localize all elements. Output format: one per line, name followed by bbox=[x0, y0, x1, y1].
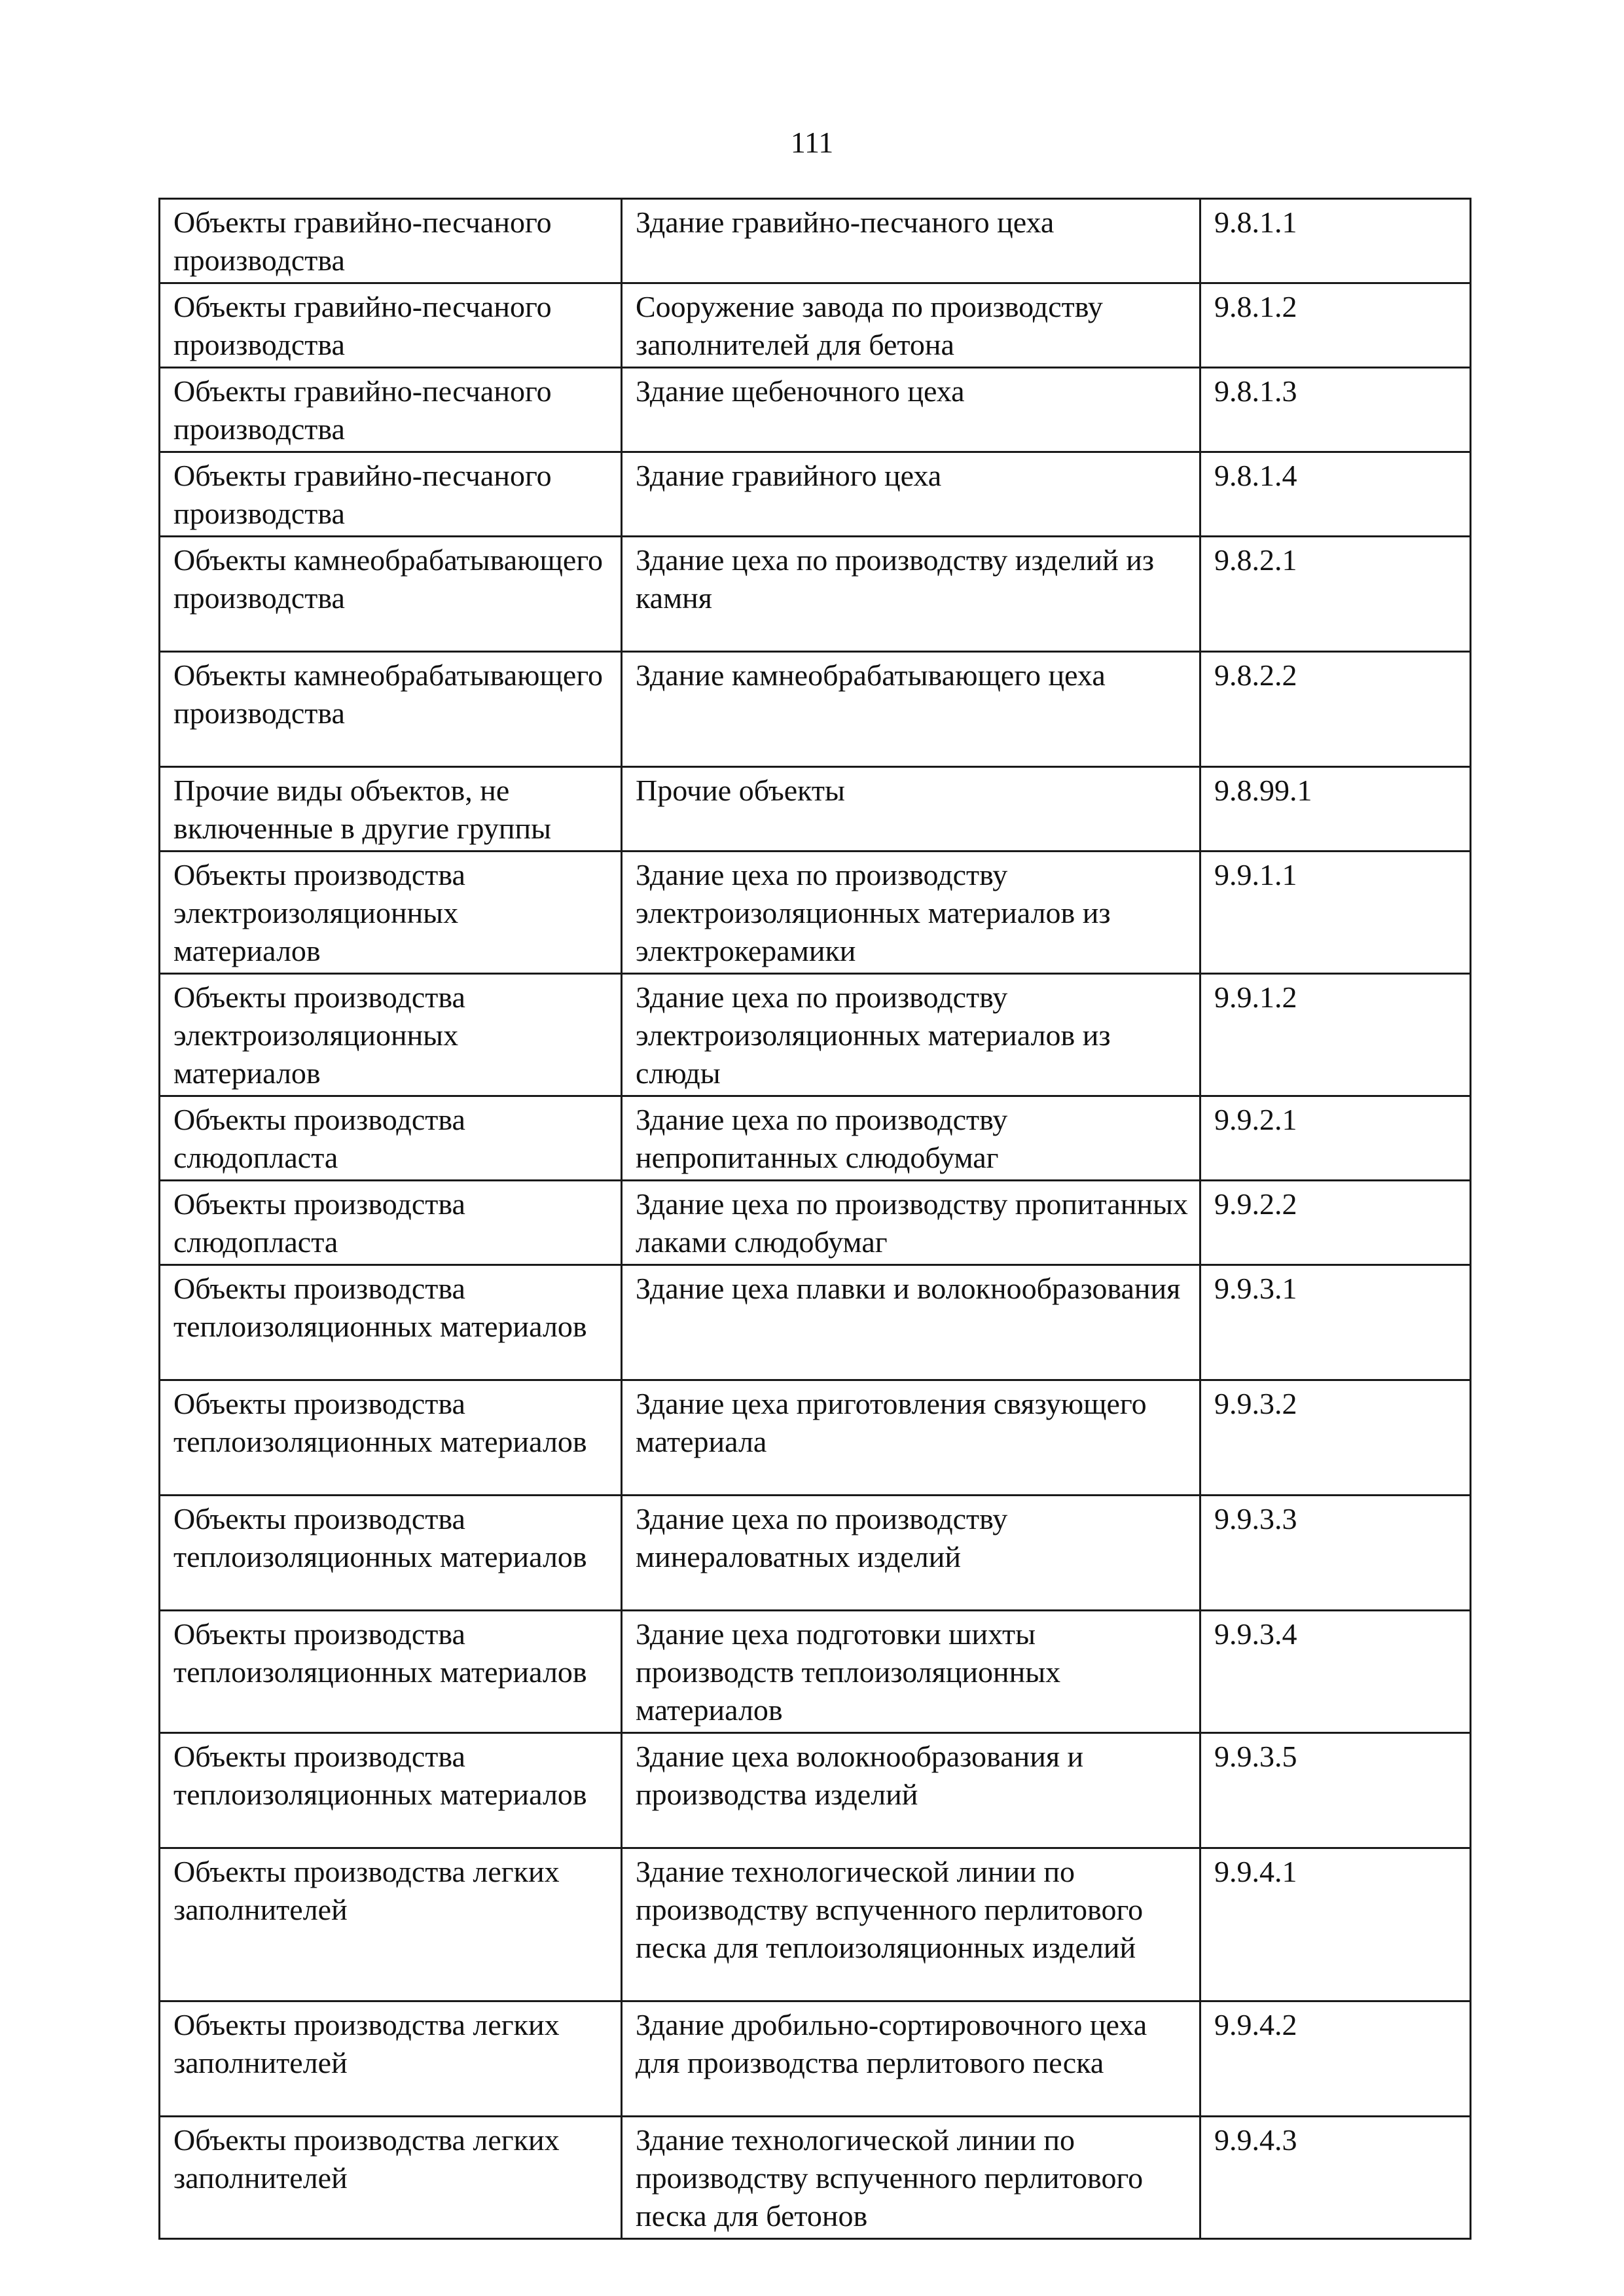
object-cell: Здание цеха подготовки шихты производств теплоизоляционных материалов bbox=[622, 1611, 1200, 1733]
group-cell: Объекты производства электроизоляционных материалов bbox=[160, 974, 622, 1096]
table-row bbox=[160, 852, 1471, 974]
group-cell: Объекты гравийно-песчаного производства bbox=[160, 199, 622, 283]
page-number: 111 bbox=[790, 126, 834, 159]
group-cell: Объекты камнеобрабатывающего производства bbox=[160, 652, 622, 767]
code-cell: 9.9.3.1 bbox=[1200, 1265, 1471, 1380]
code-cell: 9.8.1.3 bbox=[1200, 368, 1471, 452]
group-cell: Объекты производства электроизоляционных материалов bbox=[160, 852, 622, 974]
object-cell: Здание цеха по производству электроизоляционных материалов из электрокерамики bbox=[622, 852, 1200, 974]
table-row bbox=[160, 2117, 1471, 2239]
group-cell: Объекты гравийно-песчаного производства bbox=[160, 452, 622, 537]
group-cell: Объекты производства слюдопласта bbox=[160, 1096, 622, 1181]
object-cell: Здание щебеночного цеха bbox=[622, 368, 1200, 452]
code-cell: 9.9.2.2 bbox=[1200, 1181, 1471, 1265]
table-row bbox=[160, 1733, 1471, 1848]
table-row bbox=[160, 974, 1471, 1096]
group-cell: Объекты гравийно-песчаного производства bbox=[160, 368, 622, 452]
object-cell: Здание цеха по производству пропитанных лаками слюдобумаг bbox=[622, 1181, 1200, 1265]
object-cell: Здание гравийно-песчаного цеха bbox=[622, 199, 1200, 283]
group-cell: Объекты производства слюдопласта bbox=[160, 1181, 622, 1265]
object-cell: Здание цеха плавки и волокнообразования bbox=[622, 1265, 1200, 1380]
object-cell: Здание технологической линии по производству вспученного перлитового песка для теплоизоляционных изделий bbox=[622, 1848, 1200, 2001]
group-cell: Объекты производства теплоизоляционных материалов bbox=[160, 1733, 622, 1848]
table-row bbox=[160, 1496, 1471, 1611]
object-cell: Здание цеха по производству электроизоляционных материалов из слюды bbox=[622, 974, 1200, 1096]
group-cell: Объекты производства теплоизоляционных материалов bbox=[160, 1496, 622, 1611]
table-row bbox=[160, 1380, 1471, 1496]
table-row bbox=[160, 537, 1471, 652]
object-cell: Здание цеха по производству минераловатных изделий bbox=[622, 1496, 1200, 1611]
group-cell: Объекты гравийно-песчаного производства bbox=[160, 283, 622, 368]
table-row bbox=[160, 767, 1471, 852]
object-cell: Сооружение завода по производству заполнителей для бетона bbox=[622, 283, 1200, 368]
code-cell: 9.9.1.1 bbox=[1200, 852, 1471, 974]
code-cell: 9.9.3.5 bbox=[1200, 1733, 1471, 1848]
table-row bbox=[160, 452, 1471, 537]
group-cell: Объекты производства теплоизоляционных материалов bbox=[160, 1611, 622, 1733]
code-cell: 9.8.1.4 bbox=[1200, 452, 1471, 537]
group-cell: Объекты производства легких заполнителей bbox=[160, 1848, 622, 2001]
table-row bbox=[160, 1848, 1471, 2001]
table-row bbox=[160, 199, 1471, 283]
code-cell: 9.8.1.1 bbox=[1200, 199, 1471, 283]
code-cell: 9.9.2.1 bbox=[1200, 1096, 1471, 1181]
group-cell: Объекты производства теплоизоляционных материалов bbox=[160, 1265, 622, 1380]
object-cell: Здание дробильно-сортировочного цеха для производства перлитового песка bbox=[622, 2001, 1200, 2117]
objects-classification-table bbox=[158, 198, 1471, 2240]
code-cell: 9.8.1.2 bbox=[1200, 283, 1471, 368]
code-cell: 9.8.99.1 bbox=[1200, 767, 1471, 852]
table-row bbox=[160, 1611, 1471, 1733]
code-cell: 9.9.1.2 bbox=[1200, 974, 1471, 1096]
table-row bbox=[160, 1096, 1471, 1181]
table-row bbox=[160, 1181, 1471, 1265]
table-row bbox=[160, 652, 1471, 767]
group-cell: Объекты производства легких заполнителей bbox=[160, 2001, 622, 2117]
object-cell: Здание гравийного цеха bbox=[622, 452, 1200, 537]
object-cell: Здание цеха по производству изделий из камня bbox=[622, 537, 1200, 652]
code-cell: 9.8.2.1 bbox=[1200, 537, 1471, 652]
object-cell: Прочие объекты bbox=[622, 767, 1200, 852]
code-cell: 9.9.4.2 bbox=[1200, 2001, 1471, 2117]
code-cell: 9.9.3.2 bbox=[1200, 1380, 1471, 1496]
group-cell: Объекты производства теплоизоляционных материалов bbox=[160, 1380, 622, 1496]
table-row bbox=[160, 2001, 1471, 2117]
code-cell: 9.9.3.3 bbox=[1200, 1496, 1471, 1611]
code-cell: 9.9.3.4 bbox=[1200, 1611, 1471, 1733]
object-cell: Здание камнеобрабатывающего цеха bbox=[622, 652, 1200, 767]
object-cell: Здание цеха приготовления связующего материала bbox=[622, 1380, 1200, 1496]
object-cell: Здание цеха по производству непропитанных слюдобумаг bbox=[622, 1096, 1200, 1181]
code-cell: 9.9.4.3 bbox=[1200, 2117, 1471, 2239]
table-row bbox=[160, 283, 1471, 368]
code-cell: 9.9.4.1 bbox=[1200, 1848, 1471, 2001]
group-cell: Объекты производства легких заполнителей bbox=[160, 2117, 622, 2239]
table-row bbox=[160, 1265, 1471, 1380]
object-cell: Здание цеха волокнообразования и производства изделий bbox=[622, 1733, 1200, 1848]
group-cell: Прочие виды объектов, не включенные в другие группы bbox=[160, 767, 622, 852]
table-row bbox=[160, 368, 1471, 452]
code-cell: 9.8.2.2 bbox=[1200, 652, 1471, 767]
group-cell: Объекты камнеобрабатывающего производства bbox=[160, 537, 622, 652]
object-cell: Здание технологической линии по производству вспученного перлитового песка для бетонов bbox=[622, 2117, 1200, 2239]
